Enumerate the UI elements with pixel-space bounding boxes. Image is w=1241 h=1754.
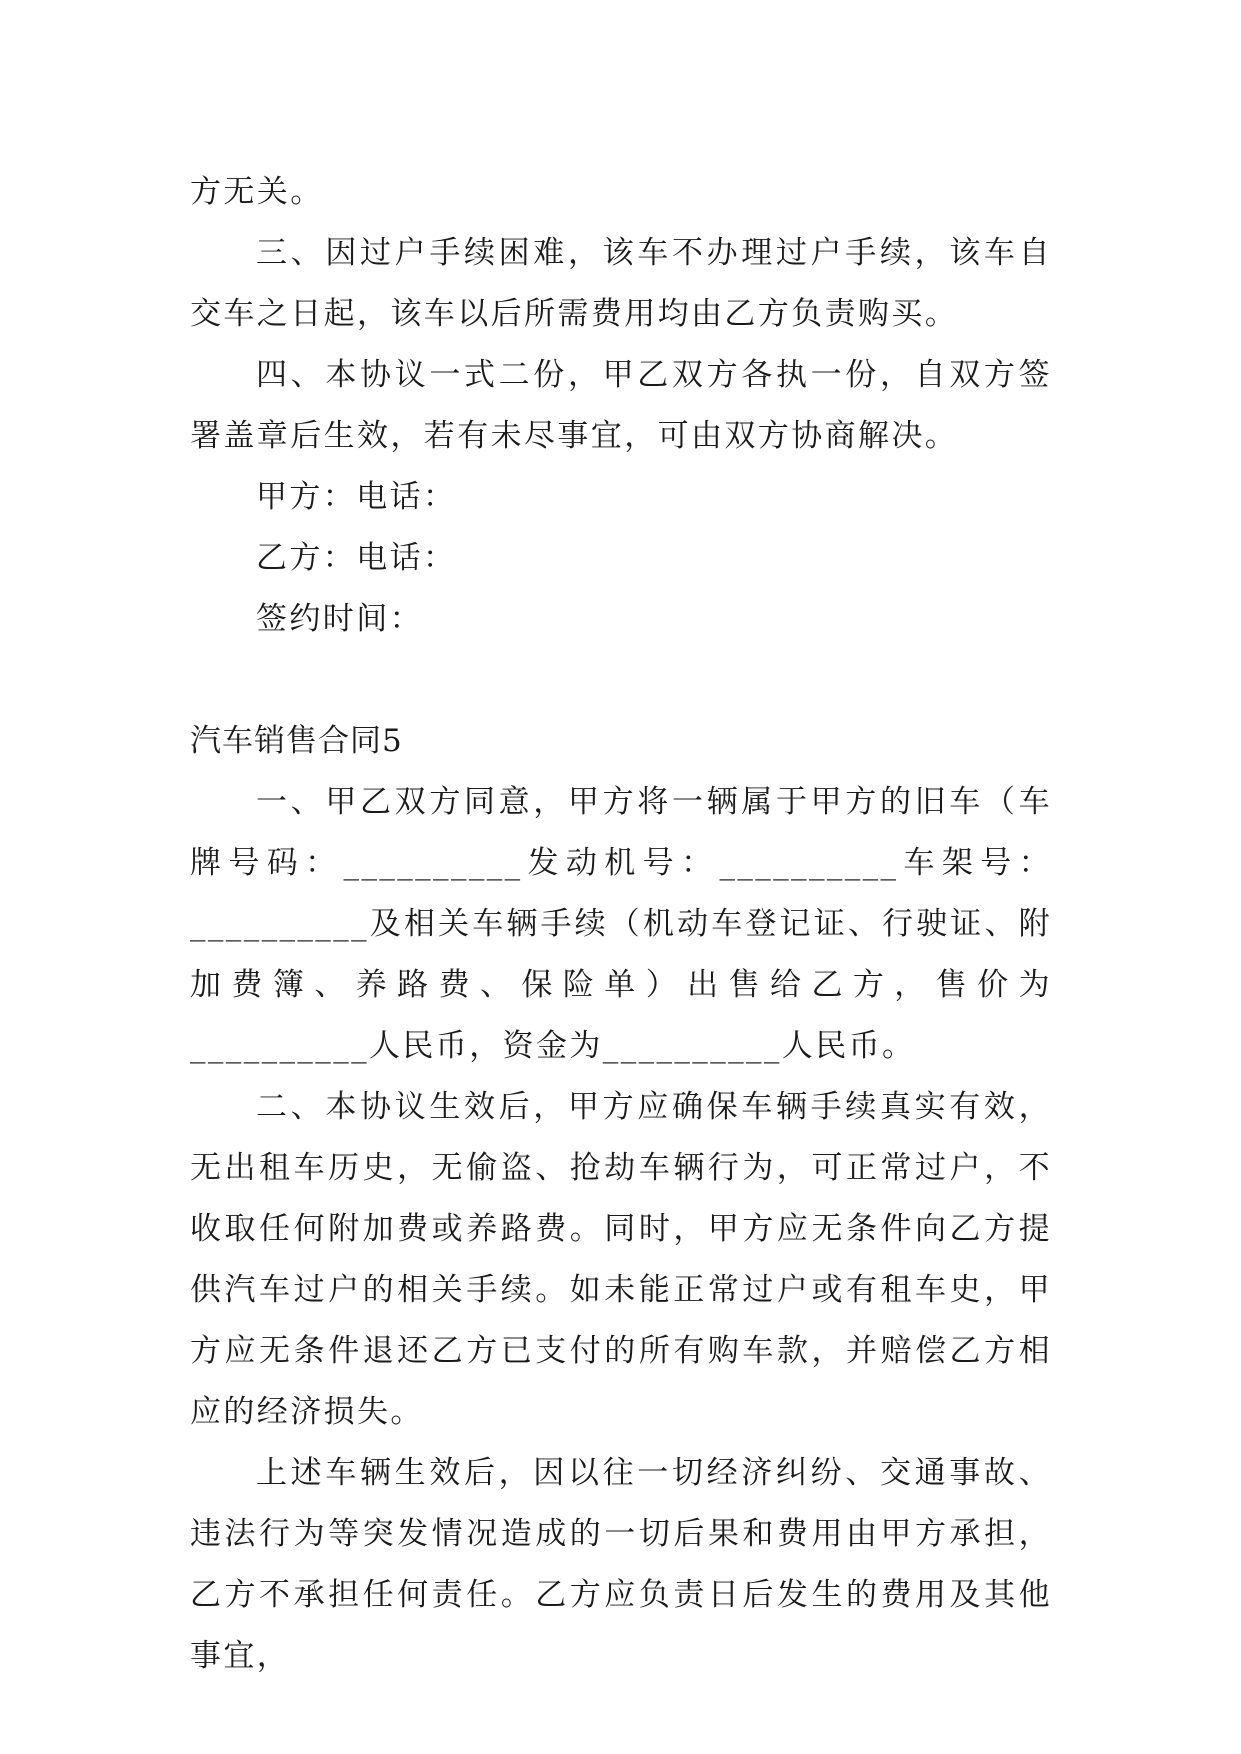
paragraph-clause-2: 二、本协议生效后，甲方应确保车辆手续真实有效，无出租车历史，无偷盗、抢劫车辆行为，可正常过户，不收取任何附加费或养路费。同时，甲方应无条件向乙方提供汽车过户的相关手续。如未能正常过户或有租车史，甲方应无条件退还乙方已支付的所有购车款，并赔偿乙方相应的经济损失。 bbox=[190, 1089, 1052, 1430]
party-a-signature-line: 甲方：电话： bbox=[256, 479, 457, 515]
document-body bbox=[190, 162, 1052, 1687]
party-b-signature-line: 乙方：电话： bbox=[256, 540, 457, 576]
paragraph-clause-4: 四、本协议一式二份，甲乙双方各执一份，自双方签署盖章后生效，若有未尽事宜，可由双方协商解决。 bbox=[190, 357, 1052, 454]
paragraph-clause-3: 三、因过户手续困难，该车不办理过户手续，该车自交车之日起，该车以后所需费用均由乙方负责购买。 bbox=[190, 235, 1052, 332]
paragraph-liability: 上述车辆生效后，因以往一切经济纠纷、交通事故、违法行为等突发情况造成的一切后果和费用由甲方承担，乙方不承担任何责任。乙方应负责日后发生的费用及其他事宜， bbox=[190, 1455, 1052, 1674]
signing-date-line: 签约时间： bbox=[256, 601, 423, 637]
paragraph-clause-1: 一、甲乙双方同意，甲方将一辆属于甲方的旧车（车牌号码：__________发动机号：__________车架号：__________及相关车辆手续（机动车登记证、行驶证、附加费簿、养路费、保险单）出售给乙方，售价为__________人民币，资金为__________人民币。 bbox=[190, 784, 1052, 1064]
paragraph-continuation: 方无关。 bbox=[190, 174, 324, 210]
section-title: 汽车销售合同5 bbox=[190, 723, 403, 759]
